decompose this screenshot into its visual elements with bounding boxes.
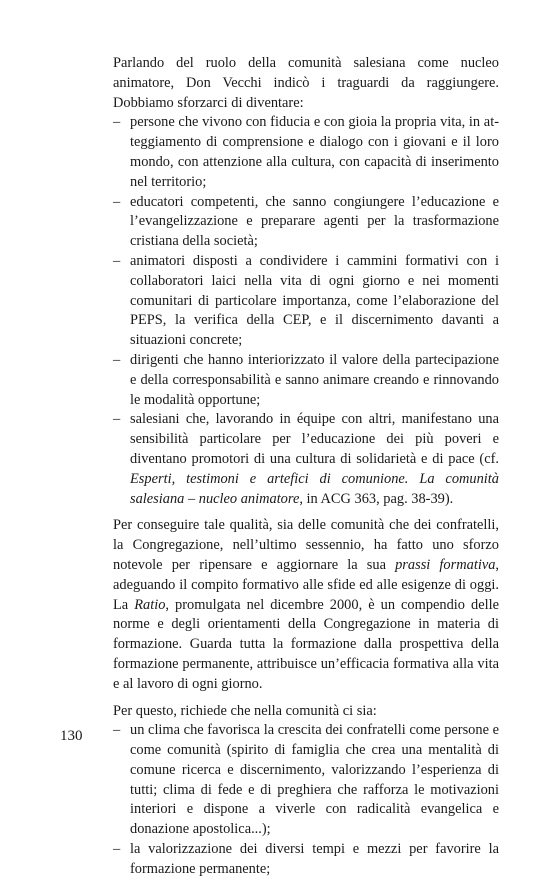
italic-term: Ratio: [134, 596, 166, 613]
citation-source: , in ACG 363, pag. 38-39).: [299, 490, 454, 507]
requirements-intro: Per questo, richiede che nella comunità ci sia:: [113, 702, 377, 719]
citation-title: Esperti, testimoni e artefici di comunione. La comunità salesiana – nucleo animatore: [130, 470, 499, 507]
page-number: 130: [60, 728, 83, 744]
paragraph-text: Per conseguire tale qualità, sia delle comunità che dei confratelli, la Congregazione, nell’ultimo sessennio, ha fatto uno sforzo notevole per ripensare e aggiornare la sua: [113, 517, 499, 573]
requirements-list: [113, 721, 499, 879]
list-item: – la valorizzazione dei diversi tempi e mezzi per favorire la formazione permanente;: [113, 840, 499, 880]
list-item-text: salesiani che, lavorando in équipe con altri, manifestano una sensibilità particolare per l’educazione dei più poveri e diventano promotori di una cultura di solidarietà e di pace (cf.: [130, 411, 499, 467]
list-item: – un clima che favorisca la crescita dei confratelli come persone e come comunità (spirito di famiglia che crea una mentalità di comune ricerca e discernimento, valorizzando l’esperienza di tutti; clima di fede e di preghiera che rafforza le motivazioni interiori e dispone a viverle con radicalità evangelica e donazione apostolica...);: [113, 721, 499, 840]
italic-term: prassi formativa: [395, 556, 496, 573]
paragraph-text: , promulgata nel dicembre 2000, è un compendio delle norme e degli orientamenti della Congregazione in materia di formazione. Guarda tutta la formazione dalla prospettiva della formazione permanente, attribuisce un’efficacia formativa alla vita e al lavoro di ogni giorno.: [113, 596, 499, 692]
list-item: – animatori disposti a condividere i cammini formativi con i collaboratori laici nella vita di ogni giorno e nei momenti comunitari di particolare importanza, come l’elaborazione del PEPS, la verifica della CEP, e il discernimento davanti a situazioni concrete;: [113, 252, 499, 351]
formation-paragraph: [113, 516, 499, 694]
paragraph-text: , adeguando il compito formativo alle sfide ed alle esigenze di oggi. La: [113, 556, 500, 613]
community-goals-list: [113, 113, 499, 509]
list-item: – educatori competenti, che sanno congiungere l’educazione e l’evangelizzazione e preparare agenti per la trasformazione cristiana della società;: [113, 193, 499, 252]
list-item: – persone che vivono con fiducia e con gioia la propria vita, in atteggiamento di comprensione e dialogo con i giovani e il loro mondo, con attenzione alla cultura, con capacità di inserimento nel territorio;: [113, 113, 499, 192]
list-item: [113, 410, 499, 509]
list-item: – dirigenti che hanno interiorizzato il valore della partecipazione e della corresponsabilità e sanno animare creando e rinnovando le modalità opportune;: [113, 351, 499, 410]
intro-paragraph: Parlando del ruolo della comunità salesiana come nucleo animatore, Don Vecchi indicò i traguardi da raggiungere. Dobbiamo sforzarci di diventare:: [113, 55, 499, 111]
page-text: [113, 54, 499, 880]
